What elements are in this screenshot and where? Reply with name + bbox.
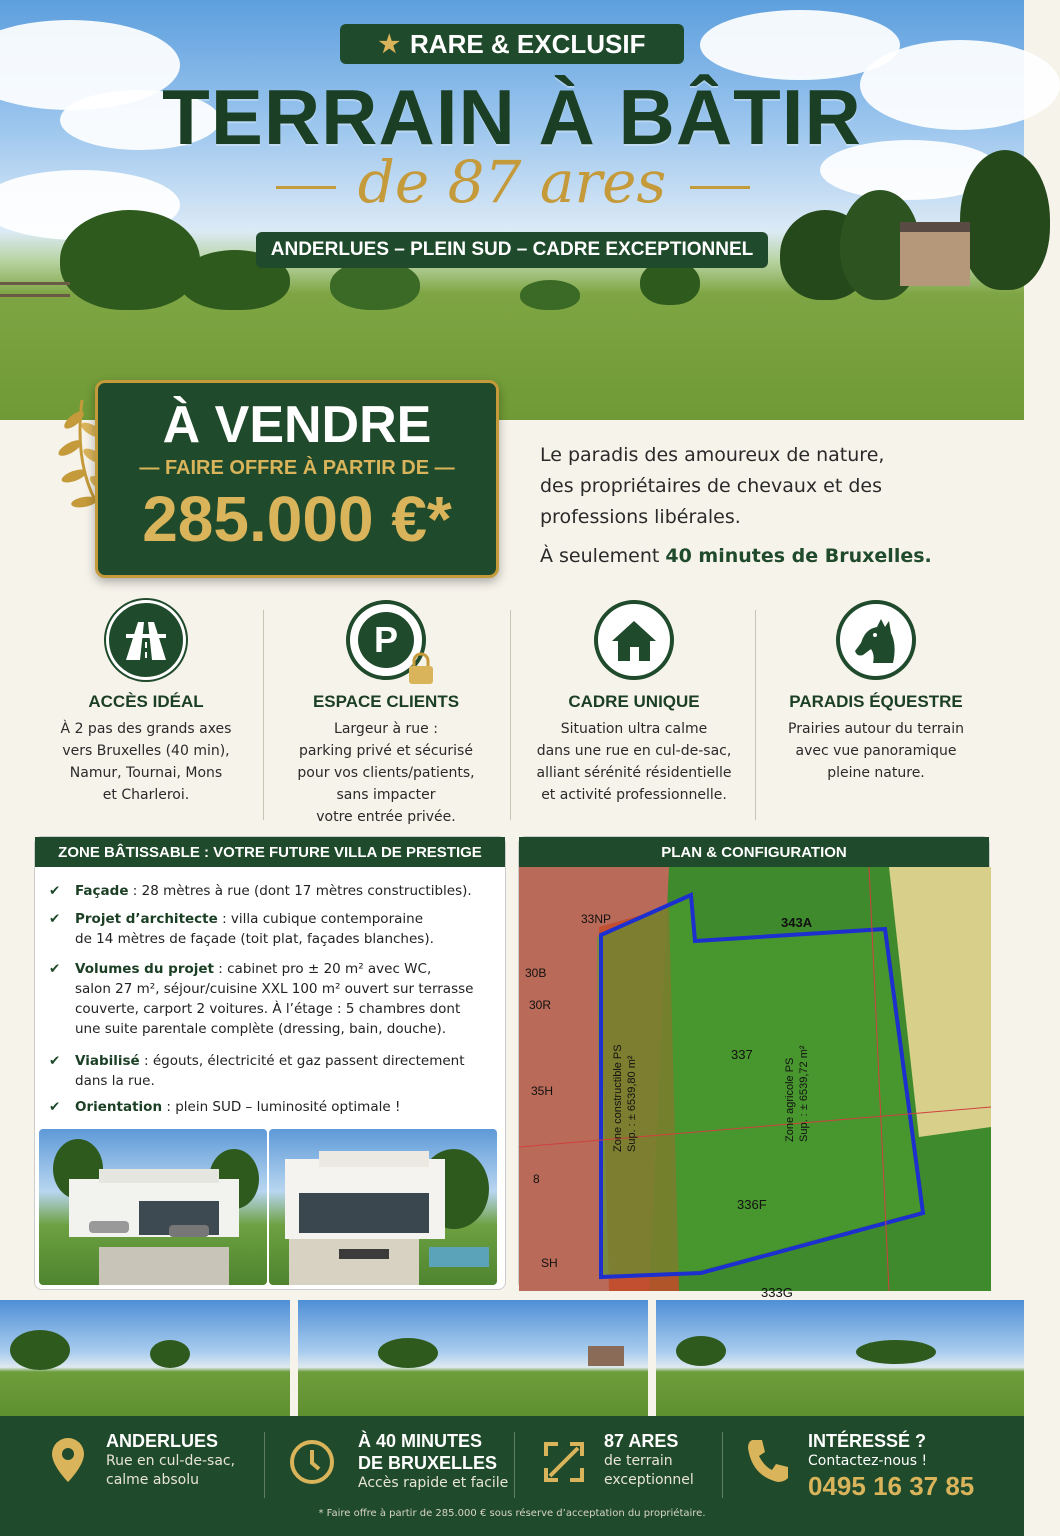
item-text: : plein SUD – luminosité optimale ! bbox=[162, 1099, 401, 1115]
feature-line: À 2 pas des grands axes bbox=[60, 721, 232, 737]
feature-line: Namur, Tournai, Mons bbox=[69, 765, 223, 781]
sale-title: À VENDRE bbox=[162, 396, 432, 454]
feature-line: parking privé et sécurisé bbox=[299, 743, 473, 759]
parcel-label: 30R bbox=[529, 998, 552, 1012]
feature-title: ESPACE CLIENTS bbox=[312, 692, 460, 711]
phone-icon bbox=[744, 1436, 790, 1484]
feature-line: votre entrée privée. bbox=[316, 809, 456, 825]
field-photo bbox=[0, 1300, 290, 1416]
footer-text: calme absolu bbox=[106, 1472, 199, 1488]
field-photo bbox=[656, 1300, 1024, 1416]
intro-line: professions libérales. bbox=[540, 506, 741, 528]
phone-number[interactable]: 0495 16 37 85 bbox=[808, 1471, 975, 1501]
parcel-label: 337 bbox=[731, 1047, 753, 1062]
list-item bbox=[49, 1097, 489, 1117]
fence-rail bbox=[0, 294, 70, 297]
footnote: * Faire offre à partir de 285.000 € sous réserve d’acceptation du propriétaire. bbox=[318, 1508, 706, 1519]
buildable-zone-panel bbox=[34, 836, 506, 1290]
feature-line: dans une rue en cul-de-sac, bbox=[536, 743, 732, 759]
check-icon: ✔ bbox=[49, 961, 61, 977]
zone-green-label: Zone agricole PS bbox=[784, 1057, 796, 1142]
feature-line: avec vue panoramique bbox=[795, 743, 957, 759]
parcel-label: 336F bbox=[737, 1197, 767, 1212]
parcel-label: 8 bbox=[533, 1172, 540, 1186]
star-icon: ★ bbox=[378, 30, 401, 58]
feature-line: et Charleroi. bbox=[102, 787, 190, 803]
house-image bbox=[900, 222, 970, 286]
check-icon: ✔ bbox=[49, 883, 61, 899]
intro-highlight-text: 40 minutes de Bruxelles. bbox=[665, 545, 932, 567]
zone-green-area: Sup. : ± 6539,72 m² bbox=[798, 1045, 810, 1142]
sale-box bbox=[95, 380, 499, 578]
feature-title: PARADIS ÉQUESTRE bbox=[789, 692, 963, 711]
footer-text: Contactez-nous ! bbox=[808, 1453, 928, 1469]
intro-text bbox=[540, 440, 980, 533]
item-text: : 28 mètres à rue (dont 17 mètres constructibles). bbox=[128, 883, 472, 899]
parcel-label: 30B bbox=[525, 966, 547, 980]
feature-line: et activité professionnelle. bbox=[541, 787, 727, 803]
list-item bbox=[49, 909, 489, 949]
feature-line: alliant sérénité résidentielle bbox=[536, 765, 732, 781]
house-icon bbox=[594, 600, 674, 680]
footer-location bbox=[106, 1430, 235, 1490]
feature-text bbox=[756, 718, 996, 784]
divider bbox=[722, 1432, 723, 1498]
zone-red-label: Zone constructible PS bbox=[612, 1044, 624, 1152]
title-divider-right bbox=[690, 186, 750, 189]
item-label: Volumes du projet bbox=[75, 961, 214, 977]
expand-arrows-icon bbox=[540, 1438, 588, 1486]
feature-text bbox=[266, 718, 506, 828]
item-text: dans la rue. bbox=[75, 1073, 155, 1089]
clock-icon bbox=[288, 1438, 336, 1486]
item-label: Façade bbox=[75, 883, 129, 899]
cadastral-map bbox=[519, 867, 991, 1300]
feature-title: CADRE UNIQUE bbox=[568, 692, 700, 711]
feature-title: ACCÈS IDÉAL bbox=[88, 692, 204, 711]
feature-line: pour vos clients/patients, bbox=[297, 765, 475, 781]
feature-equestrian bbox=[756, 600, 996, 784]
badge-label: RARE & EXCLUSIF bbox=[410, 28, 646, 59]
villa-terrace-image bbox=[269, 1129, 497, 1285]
location-tagline: ANDERLUES – PLEIN SUD – CADRE EXCEPTIONNEL bbox=[256, 232, 768, 268]
item-text: couverte, carport 2 voitures. À l’étage : 5 chambres dont bbox=[75, 1001, 461, 1017]
footer-title: DE BRUXELLES bbox=[358, 1453, 498, 1473]
list-item bbox=[49, 959, 489, 1039]
fence bbox=[0, 282, 70, 285]
list-item bbox=[49, 1051, 489, 1091]
feature-text bbox=[514, 718, 754, 806]
footer-size bbox=[604, 1430, 694, 1490]
intro-line: Le paradis des amoureux de nature, bbox=[540, 444, 885, 466]
feature-text bbox=[26, 718, 266, 806]
parcel-label: 35H bbox=[531, 1084, 554, 1098]
footer-title: ANDERLUES bbox=[106, 1431, 219, 1451]
parking-lock-icon: P bbox=[346, 600, 426, 680]
check-icon: ✔ bbox=[49, 911, 61, 927]
footer-title: INTÉRESSÉ ? bbox=[808, 1431, 927, 1451]
feature-line: Situation ultra calme bbox=[560, 721, 708, 737]
intro-line: des propriétaires de chevaux et des bbox=[540, 475, 883, 497]
feature-parking bbox=[266, 600, 506, 828]
check-icon: ✔ bbox=[49, 1053, 61, 1069]
parcel-label: 33NP bbox=[581, 912, 612, 926]
rare-exclusive-badge bbox=[340, 24, 684, 64]
feature-line: sans impacter bbox=[336, 787, 436, 803]
footer-distance bbox=[358, 1430, 508, 1493]
item-text: : villa cubique contemporaine bbox=[217, 911, 424, 927]
parcel-label: SH bbox=[541, 1256, 558, 1270]
parcel-label: 333G bbox=[761, 1285, 793, 1300]
parcel-label: 343A bbox=[781, 915, 813, 930]
highway-icon bbox=[106, 600, 186, 680]
footer-text: de terrain bbox=[604, 1453, 673, 1469]
villa-rendering-image bbox=[39, 1129, 267, 1285]
footer-text: Accès rapide et facile bbox=[358, 1475, 509, 1491]
footer-title: 87 ARES bbox=[604, 1431, 679, 1451]
item-label: Viabilisé bbox=[75, 1053, 140, 1069]
intro-highlight bbox=[540, 545, 990, 567]
check-icon: ✔ bbox=[49, 1099, 61, 1115]
list-item bbox=[49, 881, 489, 901]
feature-line: Largeur à rue : bbox=[334, 721, 438, 737]
feature-line: pleine nature. bbox=[827, 765, 925, 781]
field-photo bbox=[298, 1300, 648, 1416]
item-text: de 14 mètres de façade (toit plat, façades blanches). bbox=[75, 931, 434, 947]
item-label: Projet d’architecte bbox=[75, 911, 218, 927]
item-text: : égouts, électricité et gaz passent directement bbox=[139, 1053, 465, 1069]
divider bbox=[514, 1432, 515, 1498]
zone-red-area: Sup. : ± 6539,80 m² bbox=[626, 1055, 638, 1152]
feature-line: Prairies autour du terrain bbox=[788, 721, 964, 737]
item-text: : cabinet pro ± 20 m² avec WC, bbox=[214, 961, 432, 977]
plan-panel bbox=[518, 836, 990, 1300]
feature-setting bbox=[514, 600, 754, 806]
item-text: une suite parentale complète (dressing, bain, douche). bbox=[75, 1021, 447, 1037]
footer-text: Rue en cul-de-sac, bbox=[106, 1453, 236, 1469]
panel-heading: ZONE BÂTISSABLE : VOTRE FUTURE VILLA DE PRESTIGE bbox=[35, 837, 505, 867]
page-subtitle: de 87 ares bbox=[357, 148, 667, 216]
feature-access bbox=[26, 600, 266, 806]
sale-offer: — FAIRE OFFRE À PARTIR DE — bbox=[139, 457, 455, 479]
footer-title: À 40 MINUTES bbox=[358, 1431, 483, 1451]
intro-prefix: À seulement bbox=[540, 545, 666, 567]
horse-icon bbox=[836, 600, 916, 680]
sale-price: 285.000 €* bbox=[142, 483, 452, 555]
item-label: Orientation bbox=[75, 1099, 163, 1115]
item-text: salon 27 m², séjour/cuisine XXL 100 m² ouvert sur terrasse bbox=[75, 981, 474, 997]
footer-text: exceptionnel bbox=[604, 1472, 694, 1488]
divider bbox=[510, 610, 511, 820]
panel-heading: PLAN & CONFIGURATION bbox=[519, 837, 989, 867]
footer-contact bbox=[808, 1430, 974, 1502]
divider bbox=[263, 610, 264, 820]
page-title: TERRAIN À BÂTIR bbox=[162, 73, 862, 161]
feature-line: vers Bruxelles (40 min), bbox=[62, 743, 230, 759]
divider bbox=[264, 1432, 265, 1498]
location-pin-icon bbox=[50, 1436, 86, 1484]
